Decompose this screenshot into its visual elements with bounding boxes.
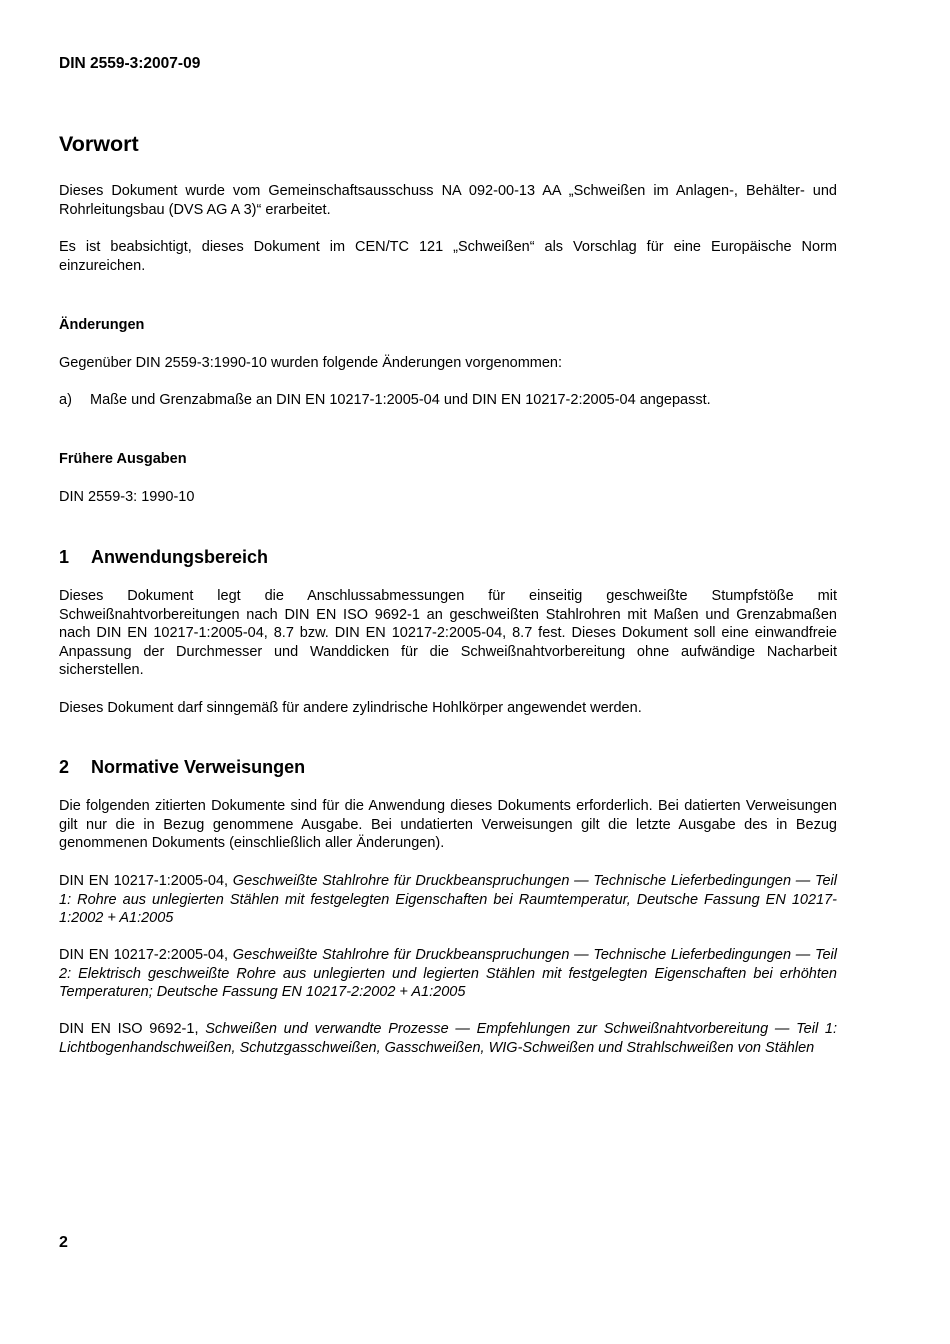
previous-editions-text: DIN 2559-3: 1990-10 xyxy=(59,489,195,505)
section-1-heading xyxy=(59,547,837,568)
section-number: 2 xyxy=(59,757,70,777)
foreword-title: Vorwort xyxy=(59,132,139,156)
section-1-paragraph-2: Dieses Dokument darf sinngemäß für andere zylindrische Hohlkörper angewendet werden. xyxy=(59,700,642,716)
changes-list-item xyxy=(59,391,837,410)
reference-id: DIN EN 10217-1:2005-04, xyxy=(59,873,229,889)
previous-editions-heading: Frühere Ausgaben xyxy=(59,451,187,467)
foreword-paragraph-1: Dieses Dokument wurde vom Gemeinschaftsausschuss NA 092-00-13 AA „Schweißen im Anlagen-, Behälter- und Rohrleitungsbau (DVS AG A 3)“ erarbeitet. xyxy=(59,183,837,218)
foreword-paragraph-2: Es ist beabsichtigt, dieses Dokument im CEN/TC 121 „Schweißen“ als Vorschlag für eine Europäische Norm einzureichen. xyxy=(59,239,837,274)
reference-title: Schweißen und verwandte Prozesse — Empfehlungen zur Schweißnahtvorbereitung — Teil 1: Lichtbogenhandschweißen, Schutzgasschweißen, Gasschweißen, WIG-Schweißen und Strahlschweißen von Stählen xyxy=(59,1021,837,1056)
section-title: Anwendungsbereich xyxy=(91,547,269,567)
changes-heading: Änderungen xyxy=(59,317,145,333)
section-2-intro: Die folgenden zitierten Dokumente sind für die Anwendung dieses Dokuments erforderlich. Bei datierten Verweisungen gilt nur die in Bezug genommene Ausgabe. Bei undatierten Verweisungen gilt die letzte Ausgabe des in Bezug genommenen Dokuments (einschließlich aller Änderungen). xyxy=(59,798,837,851)
list-item-text: Maße und Grenzabmaße an DIN EN 10217-1:2005-04 und DIN EN 10217-2:2005-04 angepasst. xyxy=(90,392,711,408)
reference-title: Geschweißte Stahlrohre für Druckbeanspruchungen — Technische Lieferbedingungen — Teil 1: Rohre aus unlegierten Stählen mit festgelegten Eigenschaften bei Raumtemperatur, Deutsche Fassung EN 10217-1:2002 + A1:2005 xyxy=(59,873,838,926)
normative-reference xyxy=(59,872,837,928)
reference-id: DIN EN 10217-2:2005-04, xyxy=(59,947,229,963)
section-number: 1 xyxy=(59,547,70,567)
normative-reference xyxy=(59,946,837,1002)
page-number: 2 xyxy=(59,1234,68,1251)
section-title: Normative Verweisungen xyxy=(91,757,306,777)
reference-id: DIN EN ISO 9692-1, xyxy=(59,1021,199,1037)
section-2-heading xyxy=(59,757,837,778)
section-1-paragraph-1: Dieses Dokument legt die Anschlussabmessungen für einseitig geschweißte Stumpfstöße mit Schweißnahtvorbereitungen nach DIN EN ISO 9692-1 an geschweißten Stahlrohren mit Maßen und Grenzabmaßen nach DIN EN 10217-1:2005-04, 8.7 bzw. DIN EN 10217-2:2005-04, 8.7 fest. Dieses Dokument soll eine einwandfreie Anpassung der Durchmesser und Wanddicken für die Schweißnahtvorbereitung ohne aufwändige Nacharbeit sicherstellen. xyxy=(59,588,837,678)
normative-reference xyxy=(59,1020,837,1057)
reference-title: Geschweißte Stahlrohre für Druckbeanspruchungen — Technische Lieferbedingungen — Teil 2: Elektrisch geschweißte Rohre aus unlegierten und legierten Stählen mit festgelegten Eigenschaften bei erhöhten Temperaturen; Deutsche Fassung EN 10217-2:2002 + A1:2005 xyxy=(59,947,838,1000)
list-item-label: a) xyxy=(59,392,72,408)
changes-intro: Gegenüber DIN 2559-3:1990-10 wurden folgende Änderungen vorgenommen: xyxy=(59,355,563,371)
document-id-header: DIN 2559-3:2007-09 xyxy=(59,55,201,72)
